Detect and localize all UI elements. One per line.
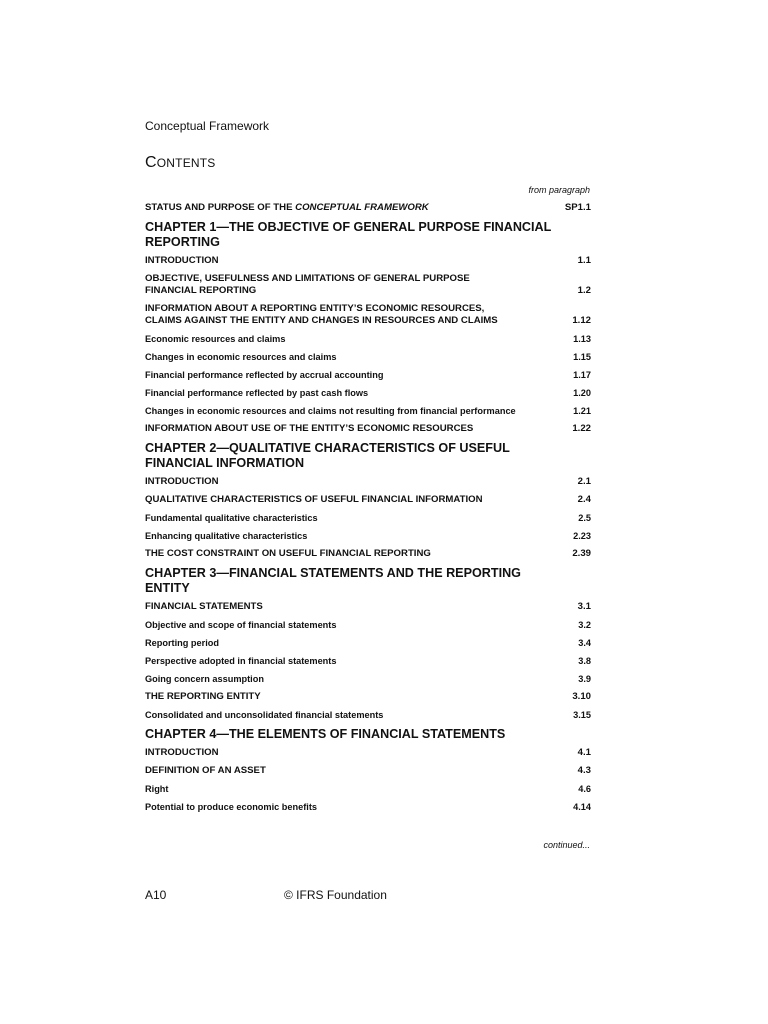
toc-entry-paragraph-number: 2.23 <box>573 531 591 541</box>
toc-entry <box>145 673 591 685</box>
toc-entry <box>145 369 591 381</box>
toc-entry <box>145 351 591 363</box>
toc-entry <box>145 637 591 649</box>
toc-entry-paragraph-number: 1.2 <box>577 285 591 296</box>
contents-heading <box>145 154 216 172</box>
running-head-title: Conceptual Framework <box>145 119 270 133</box>
toc-entry-title: INTRODUCTION <box>145 476 219 487</box>
toc-entry-title: Consolidated and unconsolidated financial statements <box>145 710 384 720</box>
toc-entry-paragraph-number: 2.39 <box>572 548 591 559</box>
toc-entry-title: INFORMATION ABOUT A REPORTING ENTITY’S ECONOMIC RESOURCES, CLAIMS AGAINST THE ENTITY AND CHANGES IN RESOURCES AND CLAIMS <box>145 303 498 326</box>
toc-entry-paragraph-number: 3.4 <box>578 638 591 648</box>
toc-entry-paragraph-number: 4.3 <box>577 765 591 776</box>
toc-entry <box>145 423 591 435</box>
toc-entry-title: Financial performance reflected by past cash flows <box>145 388 369 398</box>
toc-entry <box>145 494 591 506</box>
toc-chapter-heading <box>145 566 591 596</box>
from-paragraph-label: from paragraph <box>528 185 590 195</box>
continued-label: continued... <box>543 840 590 850</box>
toc-entry-title: Changes in economic resources and claims <box>145 352 337 362</box>
toc-entry-title: Perspective adopted in financial statements <box>145 656 337 666</box>
table-of-contents <box>145 202 591 819</box>
toc-entry-title: Financial performance reflected by accrual accounting <box>145 370 384 380</box>
toc-entry <box>145 765 591 777</box>
toc-entry-paragraph-number: 1.21 <box>573 406 591 416</box>
toc-entry-title: CHAPTER 2—QUALITATIVE CHARACTERISTICS OF USEFUL FINANCIAL INFORMATION <box>145 441 510 470</box>
toc-entry-paragraph-number: 1.17 <box>573 370 591 380</box>
toc-chapter-heading <box>145 441 591 471</box>
toc-entry-title: Fundamental qualitative characteristics <box>145 513 318 523</box>
toc-entry <box>145 273 591 297</box>
toc-entry-title: CHAPTER 3—FINANCIAL STATEMENTS AND THE REPORTING ENTITY <box>145 566 521 595</box>
toc-entry <box>145 783 591 795</box>
toc-entry <box>145 476 591 488</box>
toc-entry-paragraph-number: 1.12 <box>572 315 591 326</box>
toc-entry <box>145 709 591 721</box>
toc-entry-title: Potential to produce economic benefits <box>145 802 318 812</box>
toc-entry-title: Changes in economic resources and claims not resulting from financial performance <box>145 406 516 416</box>
toc-entry <box>145 747 591 759</box>
toc-entry-title: Objective and scope of financial statements <box>145 620 337 630</box>
toc-entry-paragraph-number: 3.8 <box>578 656 591 666</box>
toc-entry <box>145 801 591 813</box>
toc-entry-paragraph-number: 3.10 <box>572 691 591 702</box>
toc-entry-paragraph-number: 2.5 <box>578 513 591 523</box>
toc-entry-title: CHAPTER 1—THE OBJECTIVE OF GENERAL PURPOSE FINANCIAL REPORTING <box>145 220 552 249</box>
toc-entry-title: THE REPORTING ENTITY <box>145 691 261 702</box>
toc-entry-paragraph-number: SP1.1 <box>564 202 591 213</box>
toc-entry-title: CHAPTER 4—THE ELEMENTS OF FINANCIAL STATEMENTS <box>145 727 506 741</box>
toc-entry-title: STATUS AND PURPOSE OF THE <box>145 202 296 213</box>
toc-entry-paragraph-number: 1.15 <box>573 352 591 362</box>
toc-entry-paragraph-number: 2.1 <box>577 476 591 487</box>
toc-entry-paragraph-number: 3.15 <box>573 710 591 720</box>
toc-entry-title: Enhancing qualitative characteristics <box>145 531 308 541</box>
toc-entry <box>145 619 591 631</box>
toc-entry-title: Going concern assumption <box>145 674 264 684</box>
toc-entry-paragraph-number: 1.1 <box>577 255 591 266</box>
toc-entry <box>145 303 591 327</box>
toc-entry-paragraph-number: 4.1 <box>577 747 591 758</box>
toc-entry <box>145 333 591 345</box>
contents-heading-rest: ONTENTS <box>156 156 216 170</box>
toc-entry-title: THE COST CONSTRAINT ON USEFUL FINANCIAL REPORTING <box>145 548 431 559</box>
toc-entry-title: INTRODUCTION <box>145 747 219 758</box>
toc-entry <box>145 655 591 667</box>
toc-entry-paragraph-number: 1.13 <box>573 334 591 344</box>
toc-entry-title: FINANCIAL STATEMENTS <box>145 601 263 612</box>
toc-entry-title: QUALITATIVE CHARACTERISTICS OF USEFUL FINANCIAL INFORMATION <box>145 494 483 505</box>
toc-chapter-heading <box>145 220 591 250</box>
toc-entry-paragraph-number: 4.6 <box>578 784 591 794</box>
toc-entry-paragraph-number: 3.2 <box>578 620 591 630</box>
toc-entry-title: DEFINITION OF AN ASSET <box>145 765 266 776</box>
toc-entry <box>145 530 591 542</box>
toc-entry-paragraph-number: 3.9 <box>578 674 591 684</box>
toc-entry-title: Economic resources and claims <box>145 334 286 344</box>
copyright-notice: © IFRS Foundation <box>284 888 387 902</box>
toc-entry <box>145 405 591 417</box>
toc-entry-paragraph-number: 2.4 <box>577 494 591 505</box>
toc-entry-paragraph-number: 4.14 <box>573 802 591 812</box>
toc-entry-title: Reporting period <box>145 638 220 648</box>
toc-entry-title: INTRODUCTION <box>145 255 219 266</box>
contents-heading-initial: C <box>145 154 157 171</box>
toc-entry <box>145 255 591 267</box>
toc-entry-title: OBJECTIVE, USEFULNESS AND LIMITATIONS OF GENERAL PURPOSE FINANCIAL REPORTING <box>145 273 470 296</box>
toc-entry-title: Right <box>145 784 169 794</box>
toc-entry-paragraph-number: 1.22 <box>572 423 591 434</box>
toc-entry-paragraph-number: 1.20 <box>573 388 591 398</box>
toc-entry <box>145 548 591 560</box>
toc-entry <box>145 512 591 524</box>
toc-entry <box>145 601 591 613</box>
toc-chapter-heading <box>145 727 591 742</box>
toc-entry <box>145 202 591 214</box>
toc-entry-paragraph-number: 3.1 <box>577 601 591 612</box>
toc-entry <box>145 387 591 399</box>
toc-entry-title-italic: CONCEPTUAL FRAMEWORK <box>295 202 429 213</box>
toc-entry <box>145 691 591 703</box>
page-number: A10 <box>145 888 167 902</box>
toc-entry-title: INFORMATION ABOUT USE OF THE ENTITY’S ECONOMIC RESOURCES <box>145 423 474 434</box>
